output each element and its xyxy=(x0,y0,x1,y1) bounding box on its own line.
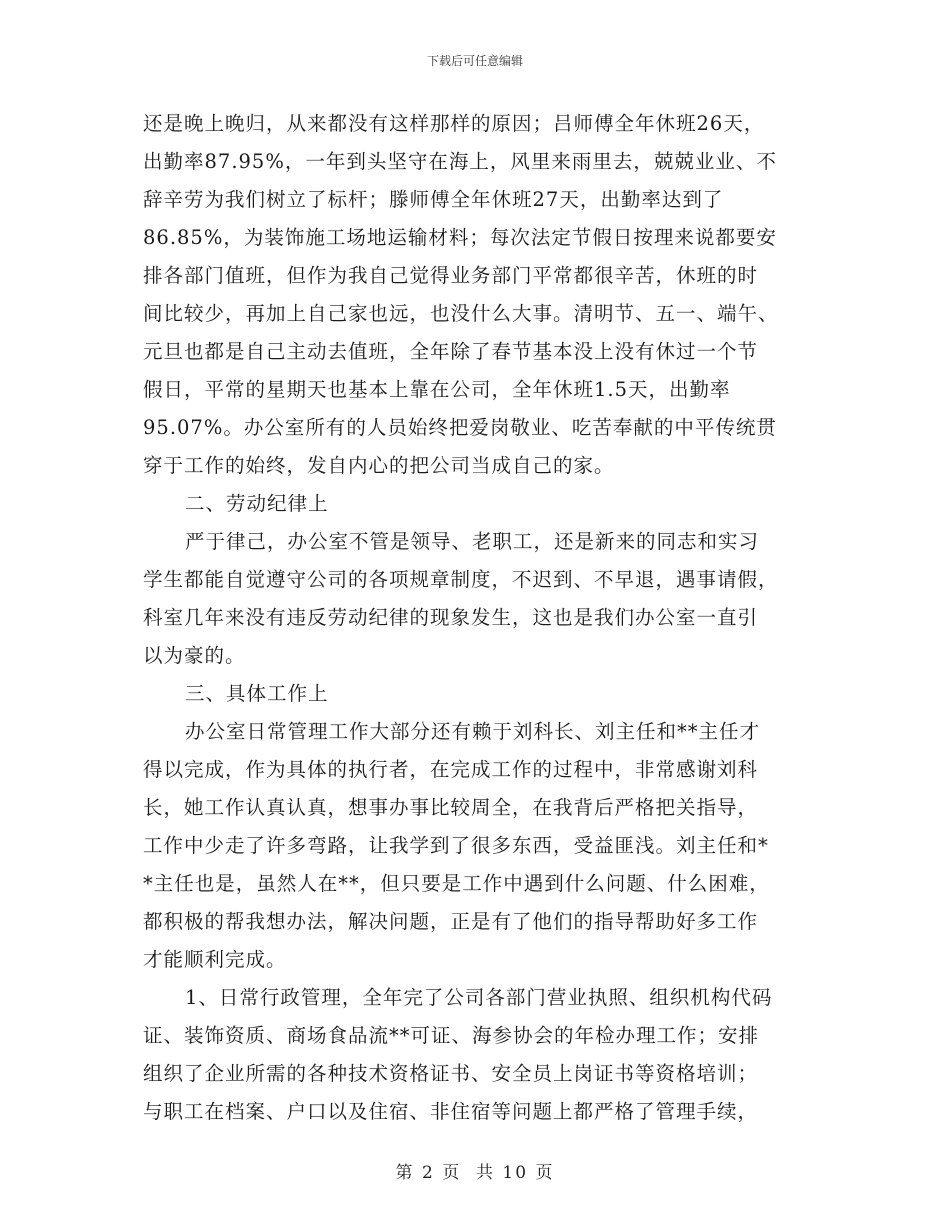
text-line: 严于律己，办公室不管是领导、老职工，还是新来的同志和实习 xyxy=(185,530,760,553)
text-line: *主任也是，虽然人在**，但只要是工作中遇到什么问题、什么困难， xyxy=(143,872,770,895)
paragraph-daily-admin xyxy=(143,979,808,1131)
text-line: 二、劳动纪律上 xyxy=(185,492,329,515)
paragraph-specific-work xyxy=(143,713,808,979)
text-line: 证、装饰资质、商场食品流**可证、海参协会的年检办理工作；安排 xyxy=(143,1024,760,1047)
paragraph-attendance xyxy=(143,105,808,485)
text-line: 三、具体工作上 xyxy=(185,682,329,705)
footer-prefix: 第 xyxy=(395,1163,415,1183)
text-line: 95.07%。办公室所有的人员始终把爱岗敬业、吃苦奉献的中平传统贯 xyxy=(143,416,777,439)
heading-specific-work xyxy=(143,675,808,713)
footer-middle: 页 共 xyxy=(442,1163,495,1183)
heading-labor-discipline xyxy=(143,485,808,523)
text-line: 科室几年来没有违反劳动纪律的现象发生，这也是我们办公室一直引 xyxy=(143,606,759,629)
text-line: 长，她工作认真认真，想事办事比较周全，在我背后严格把关指导， xyxy=(143,796,759,819)
text-line: 以为豪的。 xyxy=(143,644,246,667)
footer-total-pages: 10 xyxy=(502,1163,529,1183)
text-line: 穿于工作的始终，发自内心的把公司当成自己的家。 xyxy=(143,454,615,477)
page-footer xyxy=(0,1158,950,1183)
text-line: 1、日常行政管理，全年完了公司各部门营业执照、组织机构代码 xyxy=(185,986,773,1009)
document-body xyxy=(143,105,808,1131)
text-line: 都积极的帮我想办法，解决问题，正是有了他们的指导帮助好多工作 xyxy=(143,910,759,933)
text-line: 组织了企业所需的各种技术资格证书、安全员上岗证书等资格培训； xyxy=(143,1062,759,1085)
text-line: 还是晚上晚归，从来都没有这样那样的原因；吕师傅全年休班26天， xyxy=(143,112,765,135)
text-line: 得以完成，作为具体的执行者，在完成工作的过程中，非常感谢刘科 xyxy=(143,758,759,781)
text-line: 间比较少，再加上自己家也远，也没什么大事。清明节、五一、端午、 xyxy=(143,302,779,325)
text-line: 办公室日常管理工作大部分还有赖于刘科长、刘主任和**主任才 xyxy=(185,720,761,743)
text-line: 与职工在档案、户口以及住宿、非住宿等问题上都严格了管理手续， xyxy=(143,1100,759,1123)
text-line: 元旦也都是自己主动去值班，全年除了春节基本没上没有休过一个节 xyxy=(143,340,759,363)
text-line: 排各部门值班，但作为我自己觉得业务部门平常都很辛苦，休班的时 xyxy=(143,264,759,287)
text-line: 学生都能自觉遵守公司的各项规章制度，不迟到、不早退，遇事请假， xyxy=(143,568,779,591)
text-line: 工作中少走了许多弯路，让我学到了很多东西，受益匪浅。刘主任和* xyxy=(143,834,769,857)
text-line: 86.85%，为装饰施工场地运输材料；每次法定节假日按理来说都要安 xyxy=(143,226,777,249)
page-header: 下载后可任意编辑 xyxy=(426,54,523,68)
footer-page-number: 2 xyxy=(421,1163,435,1183)
text-line: 才能顺利完成。 xyxy=(143,948,287,971)
text-line: 假日，平常的星期天也基本上靠在公司，全年休班1.5天，出勤率 xyxy=(143,378,731,401)
text-line: 出勤率87.95%，一年到头坚守在海上，风里来雨里去，兢兢业业、不 xyxy=(143,150,777,173)
footer-suffix: 页 xyxy=(535,1163,555,1183)
paragraph-labor-discipline xyxy=(143,523,808,675)
text-line: 辞辛劳为我们树立了标杆；滕师傅全年休班27天，出勤率达到了 xyxy=(143,188,724,211)
